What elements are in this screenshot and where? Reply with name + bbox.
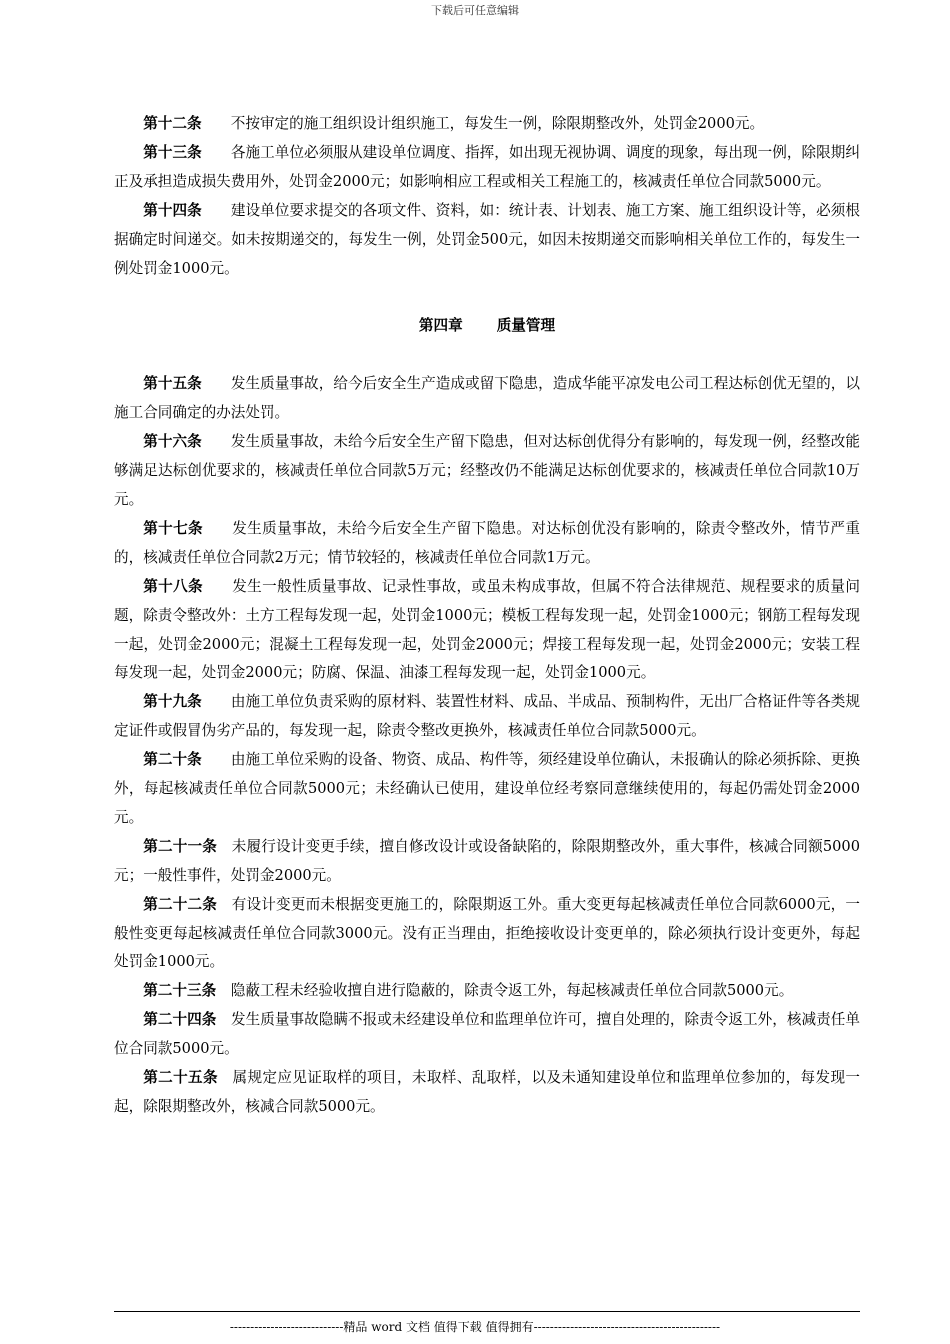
article-text: 各施工单位必须服从建设单位调度、指挥，如出现无视协调、调度的现象，每出现一例，除限期纠正及承担造成损失费用外，处罚金2000元；如影响相应工程或相关工程施工的，核减责任单位合同款5000元。 [114,143,860,190]
article-24 [114,1006,860,1064]
article-text: 发生质量事故隐瞒不报或未经建设单位和监理单位许可，擅自处理的，除责令返工外，核减责任单位合同款5000元。 [114,1011,860,1058]
article-number: 第十二条 [143,115,202,132]
chapter-heading [114,312,860,341]
article-text: 发生质量事故，未给今后安全生产留下隐患，但对达标创优得分有影响的，每发现一例，经整改能够满足达标创优要求的，核减责任单位合同款5万元；经整改仍不能满足达标创优要求的，核减责任单位合同款10万元。 [114,433,860,508]
article-number: 第二十一条 [143,837,218,855]
article-text: 由施工单位采购的设备、物资、成品、构件等，须经建设单位确认，未报确认的除必须拆除、更换外，每起核减责任单位合同款5000元；未经确认已使用，建设单位经考察同意继续使用的，每起仍需处罚金2000元。 [114,751,860,826]
footer-text: ----------------------------精品 word 文档 值得下载 值得拥有---------------------------------------------- [229,1320,721,1334]
article-number: 第十五条 [143,375,202,393]
article-number: 第十六条 [143,433,202,451]
article-19 [114,688,860,746]
article-number: 第二十五条 [143,1069,218,1087]
article-number: 第十九条 [143,693,202,711]
article-16 [114,428,860,515]
article-number: 第二十四条 [143,1011,217,1029]
chapter-title: 质量管理 [496,317,556,335]
article-25 [114,1064,860,1122]
article-21 [114,833,860,891]
article-13 [114,139,860,197]
chapter-number: 第四章 [418,317,463,335]
article-number: 第十八条 [143,577,204,595]
article-number: 第十三条 [143,143,202,161]
article-text: 属规定应见证取样的项目，未取样、乱取样，以及未通知建设单位和监理单位参加的，每发现一起，除限期整改外，核减合同款5000元。 [114,1069,860,1115]
article-number: 第二十三条 [143,982,217,1000]
document-body [114,110,860,1122]
article-text: 有设计变更而未根据变更施工的，除限期返工外。重大变更每起核减责任单位合同款6000元，一般性变更每起核减责任单位合同款3000元。没有正当理由，拒绝接收设计变更单的，除必须执行设计变更外，每起处罚金1000元。 [114,895,860,971]
article-18 [114,573,860,689]
article-22 [114,891,860,978]
article-23 [114,977,860,1006]
header-note: 下载后可任意编辑 [431,4,519,17]
footer-divider [114,1311,860,1312]
article-text: 建设单位要求提交的各项文件、资料，如：统计表、计划表、施工方案、施工组织设计等，必须根据确定时间递交。如未按期递交的，每发生一例，处罚金500元，如因未按期递交而影响相关单位工作的，每发生一例处罚金1000元。 [114,201,860,277]
article-number: 第二十条 [143,751,202,769]
article-15 [114,370,860,428]
article-text: 发生质量事故，未给今后安全生产留下隐患。对达标创优没有影响的，除责令整改外，情节严重的，核减责任单位合同款2万元；情节较轻的，核减责任单位合同款1万元。 [114,519,860,566]
article-17 [114,515,860,573]
article-number: 第二十二条 [143,895,218,913]
article-12 [114,110,860,139]
article-20 [114,746,860,833]
article-14 [114,197,860,284]
article-text: 隐蔽工程未经验收擅自进行隐蔽的，除责令返工外，每起核减责任单位合同款5000元。 [230,982,794,1000]
article-text: 不按审定的施工组织设计组织施工，每发生一例，除限期整改外，处罚金2000元。 [230,115,765,132]
article-text: 未履行设计变更手续，擅自修改设计或设备缺陷的，除限期整改外，重大事件，核减合同额5000元；一般性事件，处罚金2000元。 [114,837,860,884]
article-text: 发生质量事故，给今后安全生产造成或留下隐患，造成华能平凉发电公司工程达标创优无望的，以施工合同确定的办法处罚。 [114,375,860,422]
article-number: 第十七条 [143,519,204,537]
article-number: 第十四条 [143,201,202,219]
article-text: 由施工单位负责采购的原材料、装置性材料、成品、半成品、预制构件，无出厂合格证件等各类规定证件或假冒伪劣产品的，每发现一起，除责令整改更换外，核减责任单位合同款5000元。 [114,693,860,740]
article-text: 发生一般性质量事故、记录性事故，或虽未构成事故，但属不符合法律规范、规程要求的质量问题，除责令整改外：土方工程每发现一起，处罚金1000元；模板工程每发现一起，处罚金1000元；钢筋工程每发现一起，处罚金2000元；混凝土工程每发现一起，处罚金2000元；焊接工程每发现一起，处罚金2000元；安装工程每发现一起，处罚金2000元；防腐、保温、油漆工程每发现一起，处罚金1000元。 [114,577,860,682]
